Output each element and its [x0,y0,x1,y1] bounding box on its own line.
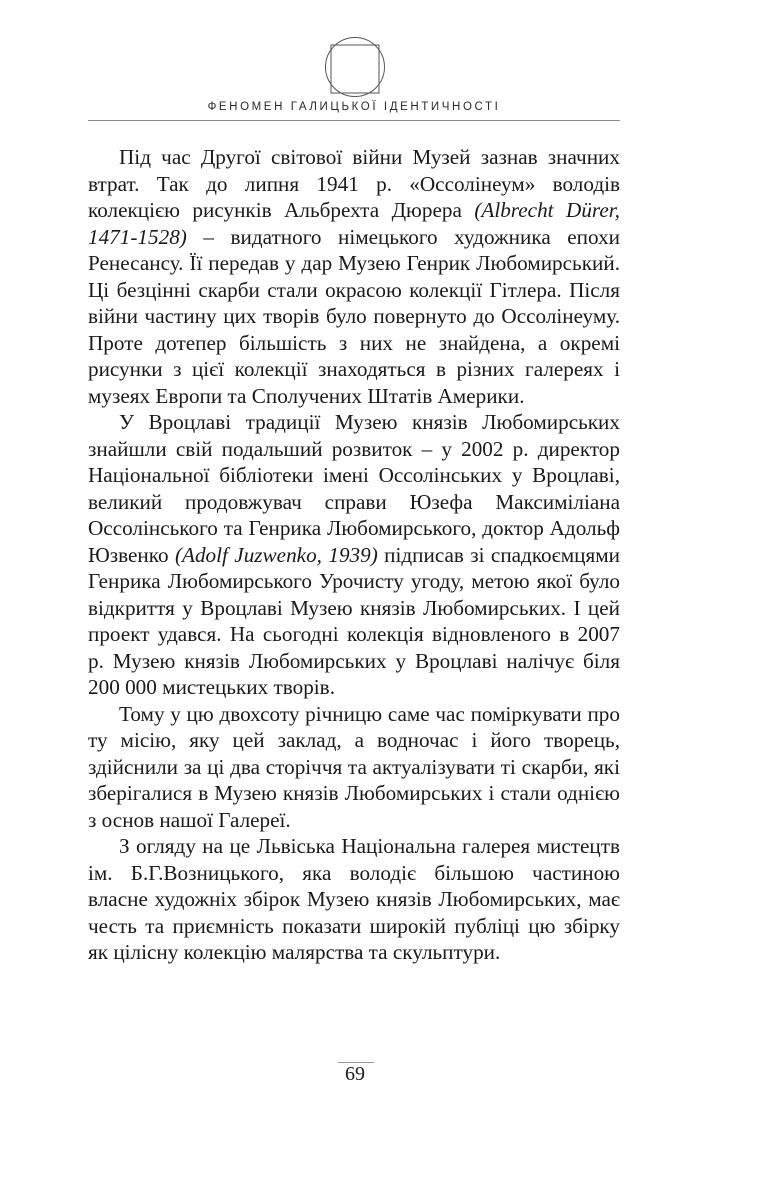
paragraph-3 [88,701,620,834]
circle-square-emblem-icon [324,36,386,98]
page-number: 69 [345,1063,365,1085]
paragraph-4-text: З огляду на це Львіська Національна галерея мистецтв ім. Б.Г.Возницького, яка володіє більшою частиною власне художніх збірок Музею князів Любомирських, має честь та приємність показати широкій публіці цю збірку як цілісну колекцію малярства та скульптури. [88,834,620,964]
paragraph-1-text-b: – видатного німецького художника епохи Ренесансу. Її передав у дар Музею Генрик Любомирський. Ці безцінні скарби стали окрасою колекції Гітлера. Після війни частину цих творів було повернуто до Оссолінеуму. Проте дотепер більшість з них не знайдена, а окремі рисунки з цієї колекції знаходяться в різних галереях і музеях Европи та Сполучених Штатів Америки. [88,224,620,408]
paragraph-1-italic: (Albrecht Dürer, 1471-1528) [88,198,620,249]
paragraph-2-text-a: У Вроцлаві традиції Музею князів Любомирських знайшли свій подальший розвиток – у 2002 р. директор Національної бібліотеки імені Оссолінських у Вроцлаві, великий продовжувач справи Юзефа Максиміліана Оссолінського та Генрика Любомирського, доктор Адольф Юзвенко [88,410,620,567]
paragraph-1-text-a: Під час Другої світової війни Музей зазнав значних втрат. Так до липня 1941 р. «Оссолінеум» володів колекцією рисунків Альбрехта Дюрера [88,145,620,222]
body-text [88,144,620,966]
paragraph-2-italic: (Adolf Juzwenko, 1939) [174,542,378,567]
running-head: ФЕНОМЕН ГАЛИЦЬКОЇ ІДЕНТИЧНОСТІ [207,101,501,113]
paragraph-3-text: Тому у цю двохсоту річницю саме час поміркувати про ту місію, яку цей заклад, а водночас і його творець, здійснили за ці два сторіччя та актуалізувати ті скарби, які зберігалися в Музею князів Любомирських і стали однією з основ нашої Галереї. [88,701,620,832]
paragraph-2-text-b: підписав зі спадкоємцями Генрика Любомирського Урочисту угоду, метою якої було відкриття у Вроцлаві Музею князів Любомирських. І цей проект удався. На сьогодні колекція відновленого в 2007 р. Музею князів Любомирських у Вроцлаві налічує біля 200 000 мистецьких творів. [88,542,620,699]
paragraph-1 [88,144,620,409]
header-rule [88,120,620,121]
paragraph-4 [88,833,620,966]
paragraph-2 [88,409,620,701]
